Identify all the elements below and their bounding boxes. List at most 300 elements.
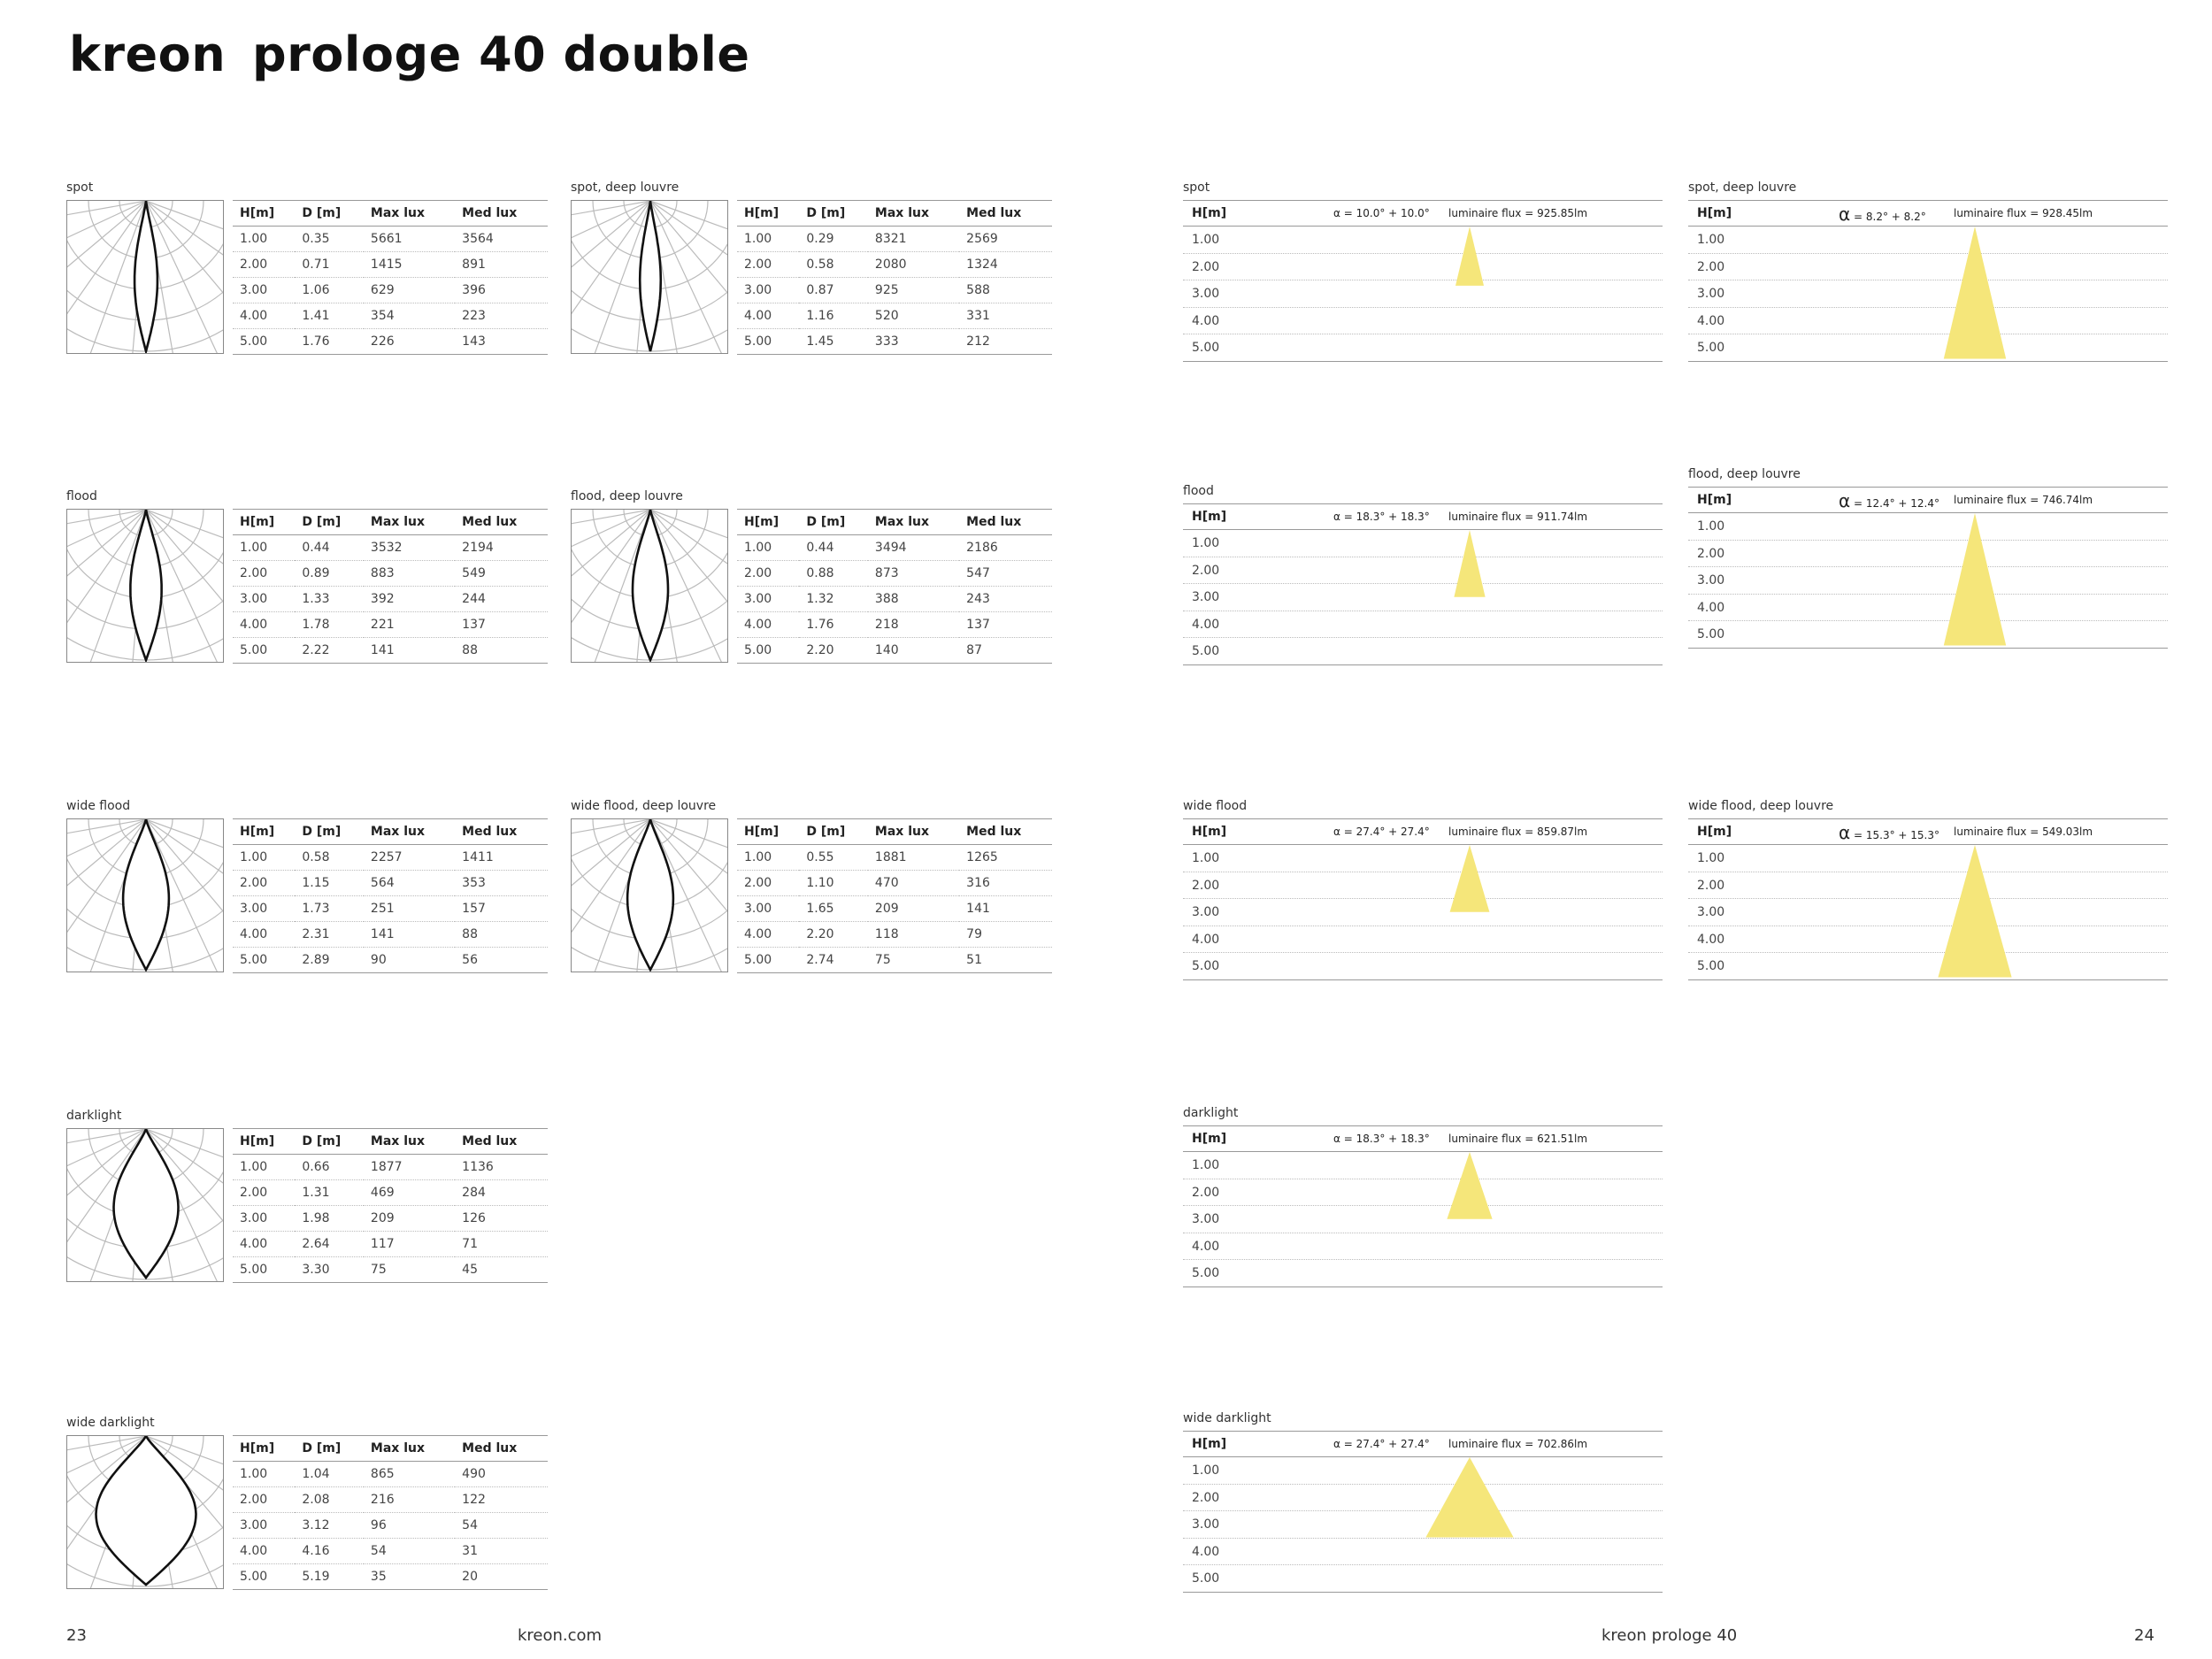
table-cell: 865	[364, 1462, 455, 1487]
beam-angle-value: = 8.2° + 8.2°	[1850, 211, 1926, 223]
table-row	[233, 638, 548, 664]
column-header: D [m]	[295, 819, 364, 845]
beam-angle	[1333, 1133, 1430, 1145]
table-row	[1183, 899, 1663, 926]
table-cell: 1.45	[799, 329, 868, 355]
table-row	[737, 896, 1052, 922]
table-row	[1688, 899, 2168, 926]
table-row	[1183, 584, 1663, 611]
table-cell: 1415	[364, 252, 455, 278]
table-cell: 90	[364, 948, 455, 973]
height-label: 1.00	[1697, 233, 1725, 247]
table-cell: 353	[455, 871, 548, 896]
alpha-symbol: α	[1839, 822, 1851, 843]
table-cell: 5.19	[295, 1564, 364, 1590]
table-cell: 244	[455, 587, 548, 612]
table-cell: 1.73	[295, 896, 364, 922]
lux-table	[233, 1435, 548, 1590]
height-label: 2.00	[1192, 259, 1220, 274]
table-cell: 0.71	[295, 252, 364, 278]
height-label: 5.00	[1697, 627, 1725, 641]
height-label: 2.00	[1192, 1490, 1220, 1505]
table-cell: 1.78	[295, 612, 364, 638]
table-cell: 122	[455, 1487, 548, 1513]
table-cell: 243	[959, 587, 1052, 612]
table-row	[1183, 1539, 1663, 1566]
table-cell: 2.89	[295, 948, 364, 973]
height-label: 1.00	[1192, 851, 1220, 865]
table-row	[1183, 1179, 1663, 1207]
table-cell: 2186	[959, 535, 1052, 561]
table-cell: 0.89	[295, 561, 364, 587]
column-header: H[m]	[737, 201, 799, 227]
table-row	[233, 871, 548, 896]
polar-diagram	[66, 1128, 224, 1282]
table-cell: 4.00	[233, 1232, 295, 1257]
column-header: H[m]	[1192, 825, 1227, 839]
table-row	[1183, 953, 1663, 980]
lux-table	[233, 509, 548, 664]
table-cell: 1.00	[233, 1155, 295, 1180]
table-cell: 4.00	[233, 303, 295, 329]
beam-table-header	[1183, 818, 1663, 845]
table-row	[233, 252, 548, 278]
block-title: spot	[1183, 180, 1210, 195]
table-row	[1183, 530, 1663, 557]
table-cell: 3.00	[737, 278, 799, 303]
column-header: H[m]	[1192, 510, 1227, 524]
table-cell: 3.00	[233, 1513, 295, 1539]
table-row	[233, 227, 548, 252]
table-row	[233, 1206, 548, 1232]
height-label: 3.00	[1697, 287, 1725, 301]
column-header: H[m]	[1192, 1437, 1227, 1451]
table-cell: 0.44	[799, 535, 868, 561]
page-number-left: 23	[66, 1626, 87, 1645]
table-cell: 2.31	[295, 922, 364, 948]
column-header: D [m]	[295, 1129, 364, 1155]
table-cell: 1.15	[295, 871, 364, 896]
table-cell: 3.12	[295, 1513, 364, 1539]
table-cell: 4.00	[737, 303, 799, 329]
column-header: Max lux	[364, 201, 455, 227]
table-cell: 5.00	[233, 329, 295, 355]
table-cell: 1.33	[295, 587, 364, 612]
height-label: 4.00	[1192, 617, 1220, 632]
brand-logo: kreon	[69, 27, 227, 82]
height-label: 1.00	[1192, 1158, 1220, 1172]
table-row	[1183, 1565, 1663, 1593]
polar-diagram	[66, 1435, 224, 1589]
column-header: H[m]	[233, 1129, 295, 1155]
table-row	[233, 612, 548, 638]
table-row	[233, 1180, 548, 1206]
table-cell: 2.22	[295, 638, 364, 664]
height-label: 3.00	[1192, 905, 1220, 919]
table-cell: 4.16	[295, 1539, 364, 1564]
table-row	[737, 561, 1052, 587]
table-cell: 1.00	[737, 845, 799, 871]
height-label: 1.00	[1192, 536, 1220, 550]
table-cell: 5.00	[737, 638, 799, 664]
table-cell: 3.30	[295, 1257, 364, 1283]
table-row	[233, 1232, 548, 1257]
table-row	[737, 871, 1052, 896]
table-cell: 2.00	[737, 871, 799, 896]
height-label: 3.00	[1192, 590, 1220, 604]
luminaire-flux: luminaire flux = 911.74lm	[1448, 511, 1588, 523]
table-cell: 4.00	[233, 922, 295, 948]
table-cell: 2.00	[233, 561, 295, 587]
table-cell: 3532	[364, 535, 455, 561]
table-cell: 5.00	[233, 948, 295, 973]
height-label: 4.00	[1697, 932, 1725, 947]
beam-angle	[1839, 490, 1939, 511]
table-row	[233, 1487, 548, 1513]
table-cell: 2.64	[295, 1232, 364, 1257]
table-cell: 5.00	[737, 329, 799, 355]
table-row	[737, 587, 1052, 612]
table-cell: 0.58	[799, 252, 868, 278]
table-cell: 1.41	[295, 303, 364, 329]
table-cell: 284	[455, 1180, 548, 1206]
alpha-symbol: α	[1333, 207, 1340, 219]
column-header: H[m]	[1192, 1132, 1227, 1146]
table-cell: 4.00	[233, 612, 295, 638]
table-row	[233, 896, 548, 922]
table-cell: 3.00	[233, 278, 295, 303]
table-cell: 75	[364, 1257, 455, 1283]
beam-table-header	[1183, 1431, 1663, 1457]
table-cell: 3.00	[233, 1206, 295, 1232]
height-label: 1.00	[1697, 851, 1725, 865]
table-row	[1183, 308, 1663, 335]
beam-angle	[1333, 207, 1430, 219]
column-header: Max lux	[364, 1129, 455, 1155]
beam-table	[1688, 818, 2168, 980]
column-header: H[m]	[737, 510, 799, 535]
beam-table-header	[1183, 200, 1663, 227]
column-header: H[m]	[233, 510, 295, 535]
luminaire-flux: luminaire flux = 928.45lm	[1954, 207, 2093, 219]
column-header: Med lux	[455, 819, 548, 845]
table-cell: 79	[959, 922, 1052, 948]
table-cell: 143	[455, 329, 548, 355]
table-cell: 31	[455, 1539, 548, 1564]
table-cell: 1324	[959, 252, 1052, 278]
table-row	[233, 587, 548, 612]
table-cell: 3.00	[233, 587, 295, 612]
table-row	[233, 535, 548, 561]
table-cell: 2.00	[233, 871, 295, 896]
table-row	[1183, 1457, 1663, 1485]
table-row	[737, 535, 1052, 561]
polar-diagram	[571, 509, 728, 663]
block-title: flood, deep louvre	[571, 489, 683, 503]
table-row	[737, 612, 1052, 638]
table-row	[1183, 557, 1663, 585]
beam-table	[1183, 503, 1663, 665]
beam-angle-value: = 18.3° + 18.3°	[1340, 1133, 1430, 1145]
column-header: H[m]	[1192, 206, 1227, 220]
table-cell: 54	[364, 1539, 455, 1564]
luminaire-flux: luminaire flux = 621.51lm	[1448, 1133, 1588, 1145]
table-cell: 354	[364, 303, 455, 329]
block-title: wide flood	[1183, 799, 1248, 813]
column-header: D [m]	[799, 201, 868, 227]
table-cell: 549	[455, 561, 548, 587]
height-label: 3.00	[1192, 287, 1220, 301]
table-cell: 1.98	[295, 1206, 364, 1232]
lux-table	[737, 509, 1052, 664]
column-header: Med lux	[455, 1436, 548, 1462]
table-cell: 396	[455, 278, 548, 303]
beam-angle-value: = 12.4° + 12.4°	[1850, 497, 1939, 510]
luminaire-flux: luminaire flux = 925.85lm	[1448, 207, 1588, 219]
height-label: 1.00	[1192, 1463, 1220, 1478]
height-label: 2.00	[1192, 1185, 1220, 1200]
alpha-symbol: α	[1333, 511, 1340, 523]
column-header: Med lux	[959, 510, 1052, 535]
table-row	[1688, 541, 2168, 568]
table-cell: 1411	[455, 845, 548, 871]
table-cell: 1.76	[295, 329, 364, 355]
alpha-symbol: α	[1839, 204, 1851, 225]
table-cell: 5.00	[737, 948, 799, 973]
table-cell: 141	[364, 922, 455, 948]
column-header: Max lux	[364, 819, 455, 845]
lux-table	[737, 818, 1052, 973]
luminaire-flux: luminaire flux = 859.87lm	[1448, 826, 1588, 838]
table-row	[1688, 845, 2168, 872]
table-cell: 392	[364, 587, 455, 612]
beam-table	[1183, 1431, 1663, 1593]
table-row	[233, 1462, 548, 1487]
block-title: wide darklight	[66, 1416, 155, 1430]
table-cell: 891	[455, 252, 548, 278]
table-cell: 5.00	[233, 1257, 295, 1283]
table-cell: 5.00	[233, 1564, 295, 1590]
luminaire-flux: luminaire flux = 702.86lm	[1448, 1438, 1588, 1450]
table-row	[1183, 1152, 1663, 1179]
alpha-symbol: α	[1333, 1438, 1340, 1450]
block-title: flood	[66, 489, 97, 503]
column-header: H[m]	[1697, 493, 1732, 507]
table-cell: 137	[455, 612, 548, 638]
beam-table	[1183, 818, 1663, 980]
table-cell: 54	[455, 1513, 548, 1539]
height-label: 4.00	[1192, 932, 1220, 947]
table-cell: 5661	[364, 227, 455, 252]
table-cell: 2.00	[233, 1180, 295, 1206]
alpha-symbol: α	[1333, 1133, 1340, 1145]
block-title: darklight	[1183, 1106, 1239, 1120]
height-label: 2.00	[1697, 878, 1725, 893]
table-row	[233, 1155, 548, 1180]
table-row	[1183, 334, 1663, 362]
table-cell: 1.65	[799, 896, 868, 922]
beam-table-header	[1183, 503, 1663, 530]
height-label: 3.00	[1192, 1212, 1220, 1226]
height-label: 4.00	[1697, 600, 1725, 615]
table-cell: 2569	[959, 227, 1052, 252]
table-row	[1183, 227, 1663, 254]
table-cell: 316	[959, 871, 1052, 896]
height-label: 2.00	[1192, 563, 1220, 578]
polar-diagram	[66, 509, 224, 663]
table-cell: 88	[455, 922, 548, 948]
table-cell: 1.04	[295, 1462, 364, 1487]
table-row	[233, 948, 548, 973]
beam-angle-value: = 10.0° + 10.0°	[1340, 207, 1430, 219]
table-cell: 0.87	[799, 278, 868, 303]
table-cell: 0.55	[799, 845, 868, 871]
column-header: D [m]	[799, 510, 868, 535]
column-header: Max lux	[364, 1436, 455, 1462]
beam-angle	[1839, 204, 1926, 225]
column-header: D [m]	[295, 1436, 364, 1462]
table-cell: 1136	[455, 1155, 548, 1180]
table-cell: 333	[868, 329, 959, 355]
table-row	[233, 922, 548, 948]
table-row	[1688, 334, 2168, 362]
table-row	[1183, 1233, 1663, 1261]
beam-table-header	[1688, 818, 2168, 845]
height-label: 3.00	[1697, 573, 1725, 588]
table-cell: 470	[868, 871, 959, 896]
block-title: wide darklight	[1183, 1411, 1271, 1425]
table-row	[1183, 1206, 1663, 1233]
lux-table	[233, 200, 548, 355]
height-label: 4.00	[1697, 313, 1725, 328]
table-row	[737, 948, 1052, 973]
table-row	[737, 227, 1052, 252]
luminaire-flux: luminaire flux = 549.03lm	[1954, 826, 2093, 838]
block-title: wide flood	[66, 799, 131, 813]
polar-diagram	[66, 200, 224, 354]
table-cell: 5.00	[233, 638, 295, 664]
table-cell: 1.00	[233, 535, 295, 561]
page-number-right: 24	[2134, 1626, 2154, 1645]
table-row	[1688, 280, 2168, 308]
page-title: prologe 40 double	[252, 27, 750, 82]
table-cell: 157	[455, 896, 548, 922]
table-row	[1183, 872, 1663, 900]
column-header: D [m]	[295, 510, 364, 535]
table-cell: 216	[364, 1487, 455, 1513]
alpha-symbol: α	[1333, 826, 1340, 838]
table-cell: 469	[364, 1180, 455, 1206]
table-cell: 4.00	[737, 922, 799, 948]
height-label: 5.00	[1192, 341, 1220, 355]
table-cell: 223	[455, 303, 548, 329]
lux-table	[233, 1128, 548, 1283]
table-cell: 140	[868, 638, 959, 664]
table-row	[737, 845, 1052, 871]
table-row	[737, 252, 1052, 278]
table-cell: 0.58	[295, 845, 364, 871]
table-cell: 2.00	[233, 252, 295, 278]
beam-angle-value: = 18.3° + 18.3°	[1340, 511, 1430, 523]
table-row	[233, 845, 548, 871]
table-row	[1183, 638, 1663, 665]
table-row	[737, 329, 1052, 355]
column-header: Med lux	[959, 819, 1052, 845]
table-row	[1688, 513, 2168, 541]
table-cell: 8321	[868, 227, 959, 252]
column-header: Med lux	[455, 1129, 548, 1155]
beam-angle	[1333, 1438, 1430, 1450]
table-row	[233, 1564, 548, 1590]
table-cell: 0.44	[295, 535, 364, 561]
table-cell: 1881	[868, 845, 959, 871]
height-label: 2.00	[1697, 259, 1725, 274]
beam-angle-value: = 27.4° + 27.4°	[1340, 1438, 1430, 1450]
block-title: flood	[1183, 484, 1214, 498]
height-label: 3.00	[1192, 1517, 1220, 1532]
table-cell: 118	[868, 922, 959, 948]
table-row	[1183, 926, 1663, 954]
table-cell: 1.06	[295, 278, 364, 303]
lux-table	[737, 200, 1052, 355]
height-label: 5.00	[1192, 1266, 1220, 1280]
table-cell: 883	[364, 561, 455, 587]
table-row	[1183, 611, 1663, 639]
height-label: 2.00	[1192, 878, 1220, 893]
table-cell: 0.35	[295, 227, 364, 252]
column-header: Max lux	[868, 510, 959, 535]
table-cell: 4.00	[233, 1539, 295, 1564]
column-header: H[m]	[233, 1436, 295, 1462]
beam-table-header	[1183, 1125, 1663, 1152]
beam-table	[1688, 200, 2168, 362]
table-cell: 1.00	[737, 535, 799, 561]
table-row	[1688, 567, 2168, 595]
table-row	[233, 329, 548, 355]
table-row	[737, 278, 1052, 303]
table-cell: 2.20	[799, 638, 868, 664]
column-header: Med lux	[959, 201, 1052, 227]
table-row	[1183, 1260, 1663, 1287]
table-row	[737, 303, 1052, 329]
table-cell: 1877	[364, 1155, 455, 1180]
table-cell: 51	[959, 948, 1052, 973]
table-cell: 2.00	[233, 1487, 295, 1513]
column-header: H[m]	[233, 201, 295, 227]
beam-angle	[1333, 826, 1430, 838]
polar-diagram	[571, 200, 728, 354]
table-cell: 56	[455, 948, 548, 973]
table-cell: 0.29	[799, 227, 868, 252]
table-cell: 1.76	[799, 612, 868, 638]
height-label: 2.00	[1697, 546, 1725, 561]
table-cell: 75	[868, 948, 959, 973]
beam-angle	[1839, 822, 1939, 843]
beam-table-header	[1688, 487, 2168, 513]
table-cell: 388	[868, 587, 959, 612]
column-header: Med lux	[455, 201, 548, 227]
table-cell: 3494	[868, 535, 959, 561]
table-row	[233, 303, 548, 329]
table-row	[1183, 1485, 1663, 1512]
table-cell: 2.00	[737, 561, 799, 587]
table-cell: 547	[959, 561, 1052, 587]
table-row	[233, 561, 548, 587]
table-cell: 96	[364, 1513, 455, 1539]
table-cell: 87	[959, 638, 1052, 664]
table-cell: 2.74	[799, 948, 868, 973]
block-title: darklight	[66, 1109, 122, 1123]
